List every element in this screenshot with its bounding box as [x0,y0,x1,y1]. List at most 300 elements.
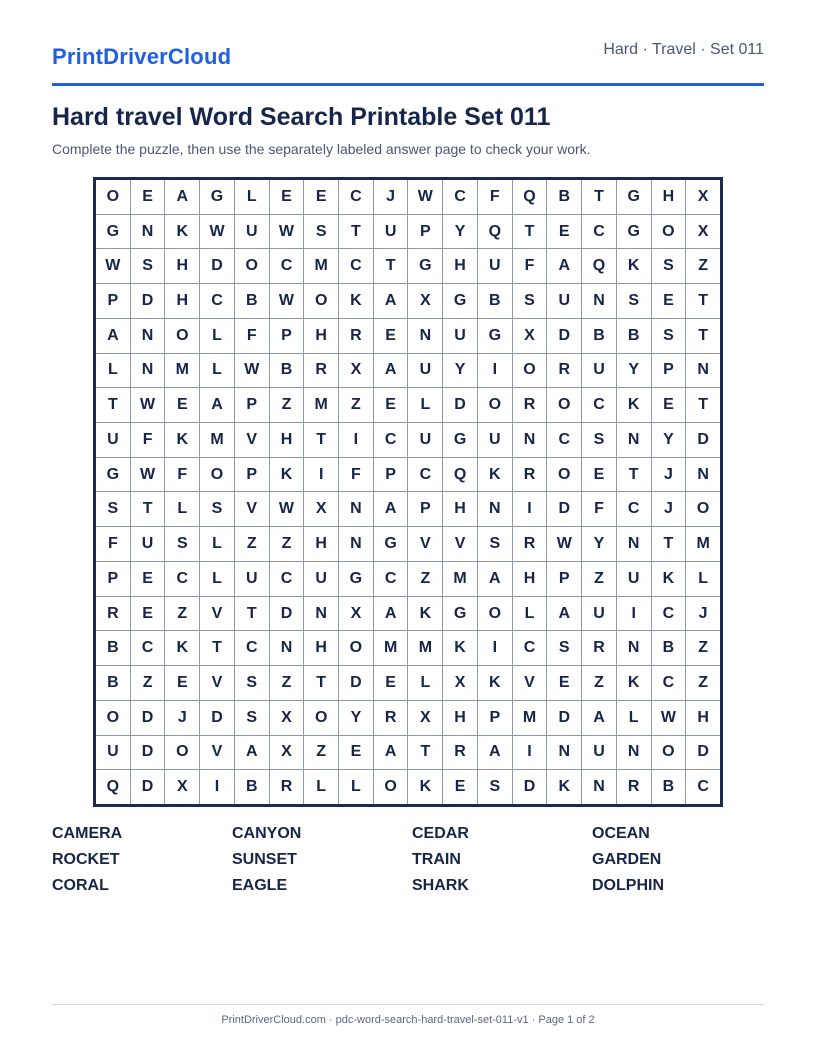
grid-cell: C [582,215,616,249]
grid-cell: P [235,458,269,492]
grid-cell: E [547,666,581,700]
grid-cell: R [443,736,477,770]
grid-cell: L [200,562,234,596]
puzzle-meta: Hard · Travel · Set 011 [603,41,764,58]
grid-cell: F [165,458,199,492]
grid-cell: O [165,319,199,353]
grid-cell: O [652,215,686,249]
grid-cell: U [547,284,581,318]
grid-cell: E [270,180,304,214]
grid-cell: P [235,388,269,422]
grid-cell: X [686,180,720,214]
grid-cell: I [513,492,547,526]
grid-cell: M [408,631,442,665]
word-list-item: CEDAR [412,825,469,842]
grid-cell: V [513,666,547,700]
grid-cell: S [235,701,269,735]
grid-cell: D [131,736,165,770]
grid-cell: K [443,631,477,665]
grid-cell: G [339,562,373,596]
grid-cell: E [165,388,199,422]
grid-cell: O [513,354,547,388]
grid-cell: T [339,215,373,249]
grid-cell: Y [443,215,477,249]
grid-cell: N [478,492,512,526]
grid-cell: Z [270,388,304,422]
grid-cell: G [374,527,408,561]
grid-cell: C [339,249,373,283]
grid-cell: U [408,354,442,388]
grid-cell: E [165,666,199,700]
grid-cell: Z [582,562,616,596]
grid-cell: K [339,284,373,318]
grid-cell: R [96,597,130,631]
grid-cell: U [582,597,616,631]
grid-cell: A [547,249,581,283]
grid-cell: A [165,180,199,214]
grid-cell: B [96,666,130,700]
grid-cell: U [235,562,269,596]
grid-cell: O [339,631,373,665]
word-list-item: OCEAN [592,825,650,842]
grid-cell: Z [235,527,269,561]
grid-cell: K [478,666,512,700]
grid-cell: S [652,319,686,353]
grid-cell: A [582,701,616,735]
grid-cell: C [408,458,442,492]
grid-cell: M [443,562,477,596]
grid-cell: O [478,597,512,631]
grid-cell: P [652,354,686,388]
grid-cell: H [304,631,338,665]
grid-cell: N [270,631,304,665]
grid-cell: H [270,423,304,457]
grid-cell: T [408,736,442,770]
grid-cell: Y [339,701,373,735]
grid-cell: X [270,701,304,735]
grid-cell: V [235,492,269,526]
grid-cell: N [513,423,547,457]
grid-cell: M [686,527,720,561]
grid-cell: O [304,701,338,735]
grid-cell: J [652,458,686,492]
grid-cell: L [617,701,651,735]
grid-cell: R [339,319,373,353]
grid-cell: I [478,354,512,388]
grid-cell: D [339,666,373,700]
grid-cell: Z [339,388,373,422]
grid-cell: H [304,319,338,353]
page-footer: PrintDriverCloud.com · pdc-word-search-hard-travel-set-011-v1 · Page 1 of 2 [221,1014,595,1026]
grid-cell: O [374,770,408,804]
grid-cell: P [408,215,442,249]
grid-cell: Z [686,666,720,700]
grid-cell: K [478,458,512,492]
grid-cell: D [547,701,581,735]
grid-cell: S [513,284,547,318]
grid-cell: V [235,423,269,457]
grid-cell: I [513,736,547,770]
page-title: Hard travel Word Search Printable Set 011 [52,103,551,131]
grid-cell: R [582,631,616,665]
grid-cell: S [478,527,512,561]
grid-cell: K [617,666,651,700]
grid-cell: K [547,770,581,804]
grid-cell: Q [582,249,616,283]
grid-cell: C [513,631,547,665]
grid-cell: P [270,319,304,353]
grid-cell: T [304,423,338,457]
grid-cell: C [235,631,269,665]
grid-cell: Z [582,666,616,700]
grid-cell: N [131,319,165,353]
brand-logo[interactable]: PrintDriverCloud [52,44,232,69]
grid-cell: E [304,180,338,214]
grid-cell: H [304,527,338,561]
grid-cell: B [652,631,686,665]
grid-cell: G [408,249,442,283]
grid-cell: N [339,492,373,526]
grid-cell: L [408,666,442,700]
grid-cell: U [408,423,442,457]
grid-cell: R [617,770,651,804]
grid-cell: D [686,423,720,457]
word-list-item: ROCKET [52,851,120,868]
grid-cell: Z [686,631,720,665]
grid-cell: Q [96,770,130,804]
grid-cell: G [96,458,130,492]
grid-cell: K [617,249,651,283]
grid-cell: B [547,180,581,214]
grid-cell: U [235,215,269,249]
grid-cell: B [582,319,616,353]
footer-divider [52,1004,764,1005]
grid-cell: E [547,215,581,249]
grid-cell: B [235,770,269,804]
grid-cell: D [200,701,234,735]
grid-cell: D [513,770,547,804]
grid-cell: C [374,562,408,596]
word-list-item: DOLPHIN [592,877,664,894]
grid-cell: S [547,631,581,665]
grid-cell: W [131,388,165,422]
grid-cell: B [478,284,512,318]
grid-cell: C [582,388,616,422]
grid-cell: G [443,597,477,631]
grid-cell: J [686,597,720,631]
grid-cell: P [96,284,130,318]
grid-cell: U [304,562,338,596]
grid-cell: N [131,354,165,388]
grid-cell: T [200,631,234,665]
grid-cell: H [686,701,720,735]
grid-cell: H [165,284,199,318]
grid-cell: B [96,631,130,665]
grid-cell: S [200,492,234,526]
grid-cell: D [547,319,581,353]
grid-cell: O [96,701,130,735]
grid-cell: P [374,458,408,492]
grid-cell: F [513,249,547,283]
grid-cell: T [652,527,686,561]
grid-cell: N [686,458,720,492]
grid-cell: Z [165,597,199,631]
grid-cell: E [582,458,616,492]
grid-cell: U [96,423,130,457]
grid-cell: A [478,736,512,770]
grid-cell: T [582,180,616,214]
grid-cell: S [582,423,616,457]
grid-cell: P [547,562,581,596]
grid-cell: L [200,527,234,561]
grid-cell: A [374,736,408,770]
grid-cell: U [96,736,130,770]
grid-cell: W [270,492,304,526]
grid-cell: M [513,701,547,735]
page-subtitle: Complete the puzzle, then use the separately labeled answer page to check your work. [52,141,591,157]
grid-cell: G [478,319,512,353]
grid-cell: C [617,492,651,526]
grid-cell: V [200,736,234,770]
grid-cell: E [131,597,165,631]
grid-cell: T [374,249,408,283]
grid-cell: C [339,180,373,214]
grid-cell: W [200,215,234,249]
grid-cell: B [235,284,269,318]
grid-cell: U [374,215,408,249]
grid-cell: T [304,666,338,700]
grid-cell: M [200,423,234,457]
grid-cell: O [165,736,199,770]
grid-cell: F [582,492,616,526]
word-list-item: EAGLE [232,877,288,894]
grid-cell: H [443,249,477,283]
grid-cell: F [96,527,130,561]
grid-cell: B [270,354,304,388]
grid-cell: X [270,736,304,770]
grid-cell: U [443,319,477,353]
grid-cell: D [200,249,234,283]
grid-cell: Y [582,527,616,561]
word-list-item: TRAIN [412,851,461,868]
grid-cell: N [547,736,581,770]
grid-cell: U [582,354,616,388]
grid-cell: N [304,597,338,631]
grid-cell: S [165,527,199,561]
grid-cell: O [200,458,234,492]
grid-cell: U [617,562,651,596]
grid-cell: D [686,736,720,770]
grid-cell: F [235,319,269,353]
word-list [52,825,772,895]
grid-cell: A [96,319,130,353]
grid-cell: E [339,736,373,770]
grid-cell: D [131,701,165,735]
grid-cell: J [652,492,686,526]
grid-cell: N [617,527,651,561]
word-list-item: SHARK [412,877,469,894]
grid-cell: T [686,388,720,422]
word-list-item: CORAL [52,877,109,894]
grid-cell: X [339,597,373,631]
grid-cell: W [235,354,269,388]
grid-cell: W [131,458,165,492]
grid-cell: I [478,631,512,665]
grid-cell: K [165,631,199,665]
grid-cell: L [304,770,338,804]
grid-cell: D [131,284,165,318]
grid-cell: O [478,388,512,422]
grid-cell: Z [304,736,338,770]
grid-cell: L [339,770,373,804]
grid-cell: G [617,180,651,214]
grid-cell: O [304,284,338,318]
grid-cell: S [617,284,651,318]
grid-cell: L [408,388,442,422]
grid-cell: A [374,354,408,388]
grid-cell: C [270,562,304,596]
grid-cell: T [686,319,720,353]
grid-cell: Z [270,527,304,561]
grid-cell: S [235,666,269,700]
grid-cell: A [547,597,581,631]
grid-cell: E [374,388,408,422]
grid-cell: N [582,284,616,318]
grid-cell: I [617,597,651,631]
grid-cell: R [270,770,304,804]
grid-cell: L [200,319,234,353]
grid-cell: U [131,527,165,561]
grid-cell: O [547,458,581,492]
grid-cell: T [513,215,547,249]
grid-cell: L [96,354,130,388]
grid-cell: X [304,492,338,526]
grid-cell: A [374,597,408,631]
grid-cell: K [408,597,442,631]
grid-cell: C [200,284,234,318]
grid-cell: C [270,249,304,283]
grid-cell: Z [270,666,304,700]
grid-cell: Q [478,215,512,249]
grid-cell: I [200,770,234,804]
grid-cell: Y [652,423,686,457]
grid-cell: I [304,458,338,492]
grid-cell: Z [686,249,720,283]
grid-cell: I [339,423,373,457]
grid-cell: E [131,180,165,214]
grid-cell: A [235,736,269,770]
grid-cell: D [443,388,477,422]
grid-cell: V [443,527,477,561]
grid-cell: A [374,284,408,318]
grid-cell: K [652,562,686,596]
grid-cell: U [478,423,512,457]
grid-cell: N [339,527,373,561]
grid-cell: G [617,215,651,249]
grid-cell: M [165,354,199,388]
grid-cell: K [270,458,304,492]
grid-cell: O [96,180,130,214]
grid-cell: S [652,249,686,283]
grid-cell: F [339,458,373,492]
grid-cell: L [200,354,234,388]
grid-cell: Y [617,354,651,388]
grid-cell: N [582,770,616,804]
grid-cell: B [652,770,686,804]
grid-cell: T [131,492,165,526]
grid-cell: G [443,284,477,318]
grid-cell: C [131,631,165,665]
grid-cell: L [235,180,269,214]
grid-cell: W [270,215,304,249]
grid-cell: Q [443,458,477,492]
grid-cell: P [96,562,130,596]
grid-cell: E [131,562,165,596]
grid-cell: J [374,180,408,214]
grid-cell: W [270,284,304,318]
grid-cell: M [304,249,338,283]
grid-cell: W [408,180,442,214]
grid-cell: E [374,319,408,353]
word-search-grid [93,177,723,807]
grid-cell: G [96,215,130,249]
grid-cell: Z [408,562,442,596]
grid-cell: D [270,597,304,631]
grid-cell: X [686,215,720,249]
grid-cell: H [513,562,547,596]
grid-cell: S [96,492,130,526]
grid-cell: T [686,284,720,318]
grid-cell: O [235,249,269,283]
grid-cell: R [513,527,547,561]
grid-cell: T [617,458,651,492]
grid-cell: O [652,736,686,770]
grid-cell: E [652,284,686,318]
word-list-item: SUNSET [232,851,297,868]
word-list-item: CANYON [232,825,302,842]
grid-cell: N [686,354,720,388]
grid-cell: A [200,388,234,422]
grid-cell: G [443,423,477,457]
grid-cell: H [443,492,477,526]
grid-cell: W [547,527,581,561]
grid-cell: A [374,492,408,526]
grid-cell: H [165,249,199,283]
grid-cell: W [96,249,130,283]
grid-cell: N [617,631,651,665]
grid-cell: U [478,249,512,283]
grid-cell: X [339,354,373,388]
grid-cell: R [374,701,408,735]
grid-cell: S [478,770,512,804]
grid-cell: C [374,423,408,457]
grid-cell: D [131,770,165,804]
grid-cell: V [200,597,234,631]
grid-cell: C [165,562,199,596]
grid-cell: E [652,388,686,422]
grid-cell: K [165,215,199,249]
grid-cell: E [443,770,477,804]
grid-cell: M [304,388,338,422]
grid-cell: Z [131,666,165,700]
grid-cell: G [200,180,234,214]
grid-cell: F [131,423,165,457]
grid-cell: C [652,597,686,631]
grid-cell: J [165,701,199,735]
grid-cell: N [617,736,651,770]
grid-cell: N [617,423,651,457]
grid-cell: H [652,180,686,214]
